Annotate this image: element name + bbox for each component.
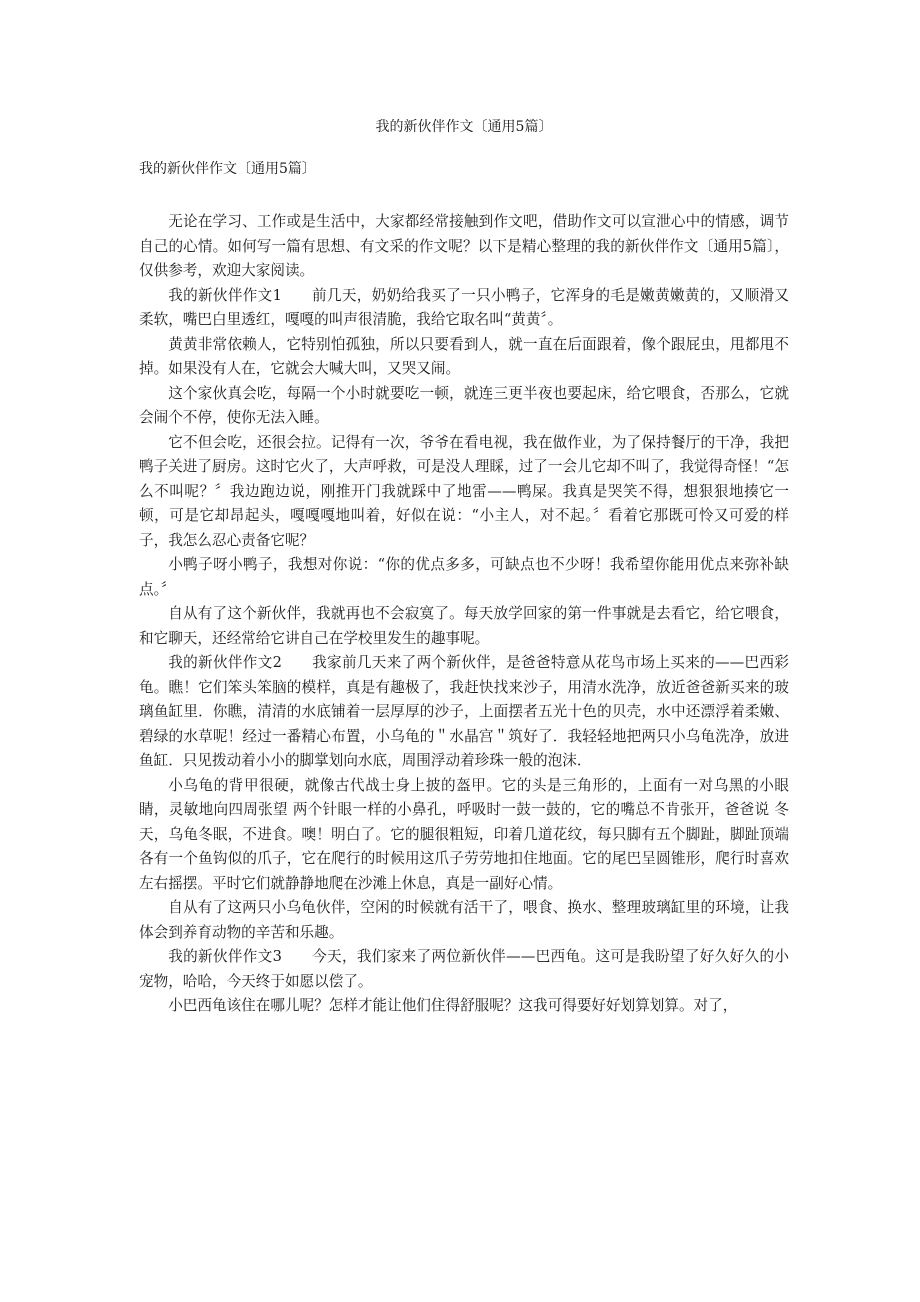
essay-1-paragraph: 自从有了这个新伙伴，我就再也不会寂寞了。每天放学回家的第一件事就是去看它，给它喂食，和它聊天，还经常给它讲自己在学校里发生的趣事呢。 [139,605,789,647]
essay-3-paragraph: 我的新伙伴作文3 今天，我们家来了两位新伙伴——巴西龟。这可是我盼望了好久好久的小宠物，哈哈，今天终于如愿以偿了。 [139,948,789,990]
essay-3-paragraph: 小巴西龟该住在哪儿呢？怎样才能让他们住得舒服呢？这我可得要好好划算划算。对了， [168,997,738,1014]
document-title: 我的新伙伴作文〔通用5篇〕 [375,119,553,135]
essay-2-paragraph: 我的新伙伴作文2 我家前几天来了两个新伙伴，是爸爸特意从花鸟市场上买来的——巴西彩龟。瞧！它们笨头笨脑的模样，真是有趣极了，我赶快找来沙子，用清水洗净，放近爸爸新买来的玻璃鱼缸里．你瞧，清清的水底铺着一层厚厚的沙子，上面摆者五光十色的贝壳，水中还漂浮着柔嫩、碧绿的水草呢！经过一番精心布置，小乌龟的＂水晶宫＂筑好了．我轻轻地把两只小乌龟洗净，放进鱼缸．只见拨动着小小的脚掌划向水底，周围浮动着珍珠一般的泡沫． [139,654,789,769]
essay-1-paragraph: 黄黄非常依赖人，它特别怕孤独，所以只要看到人，就一直在后面跟着，像个跟屁虫，甩都甩不掉。如果没有人在，它就会大喊大叫，又哭又闹。 [139,335,789,377]
essay-1-paragraph: 小鸭子呀小鸭子，我想对你说：“你的优点多多，可缺点也不少呀！我希望你能用优点来弥补缺点。〞 [139,556,789,598]
essay-1-paragraph: 这个家伙真会吃，每隔一个小时就要吃一顿，就连三更半夜也要起床，给它喂食，否那么，它就会闹个不停，使你无法入睡。 [139,384,789,426]
intro-paragraph: 无论在学习、工作或是生活中，大家都经常接触到作文吧，借助作文可以宣泄心中的情感，调节自己的心情。如何写一篇有思想、有文采的作文呢？以下是精心整理的我的新伙伴作文〔通用5篇〕，仅供参考，欢迎大家阅读。 [139,213,789,279]
document-subtitle: 我的新伙伴作文〔通用5篇〕 [139,161,316,177]
essay-1-paragraph: 我的新伙伴作文1 前几天，奶奶给我买了一只小鸭子，它浑身的毛是嫩黄嫩黄的，又顺滑又柔软，嘴巴白里透红，嘎嘎的叫声很清脆，我给它取名叫“黄黄〞。 [139,286,789,328]
essay-2-paragraph: 自从有了这两只小乌龟伙伴，空闲的时候就有活干了，喂食、换水、整理玻璃缸里的环境，让我体会到养育动物的辛苦和乐趣。 [139,899,789,941]
document-body [139,210,789,1019]
essay-2-paragraph: 小乌龟的背甲很硬，就像古代战士身上披的盔甲。它的头是三角形的，上面有一对乌黑的小眼睛，灵敏地向四周张望 两个针眼一样的小鼻孔，呼吸时一鼓一鼓的，它的嘴总不肯张开，爸爸说 冬天，乌龟冬眠，不进食。噢！明白了。它的腿很粗短，印着几道花纹，每只脚有五个脚趾，脚趾顶端各有一个鱼钩似的爪子，它在爬行的时候用这爪子劳劳地扣住地面。它的尾巴呈圆锥形，爬行时喜欢左右摇摆。平时它们就静静地爬在沙滩上休息，真是一副好心情。 [139,776,789,892]
essay-1-paragraph: 它不但会吃，还很会拉。记得有一次，爷爷在看电视，我在做作业，为了保持餐厅的干净，我把鸭子关进了厨房。这时它火了，大声呼救，可是没人理睬，过了一会儿它却不叫了，我觉得奇怪！“怎么不叫呢？〞我边跑边说，刚推开门我就踩中了地雷——鸭屎。我真是哭笑不得，想狠狠地揍它一顿，可是它却昂起头，嘎嘎嘎地叫着，好似在说：“小主人，对不起。〞看着它那既可怜又可爱的样子，我怎么忍心责备它呢？ [139,433,789,549]
